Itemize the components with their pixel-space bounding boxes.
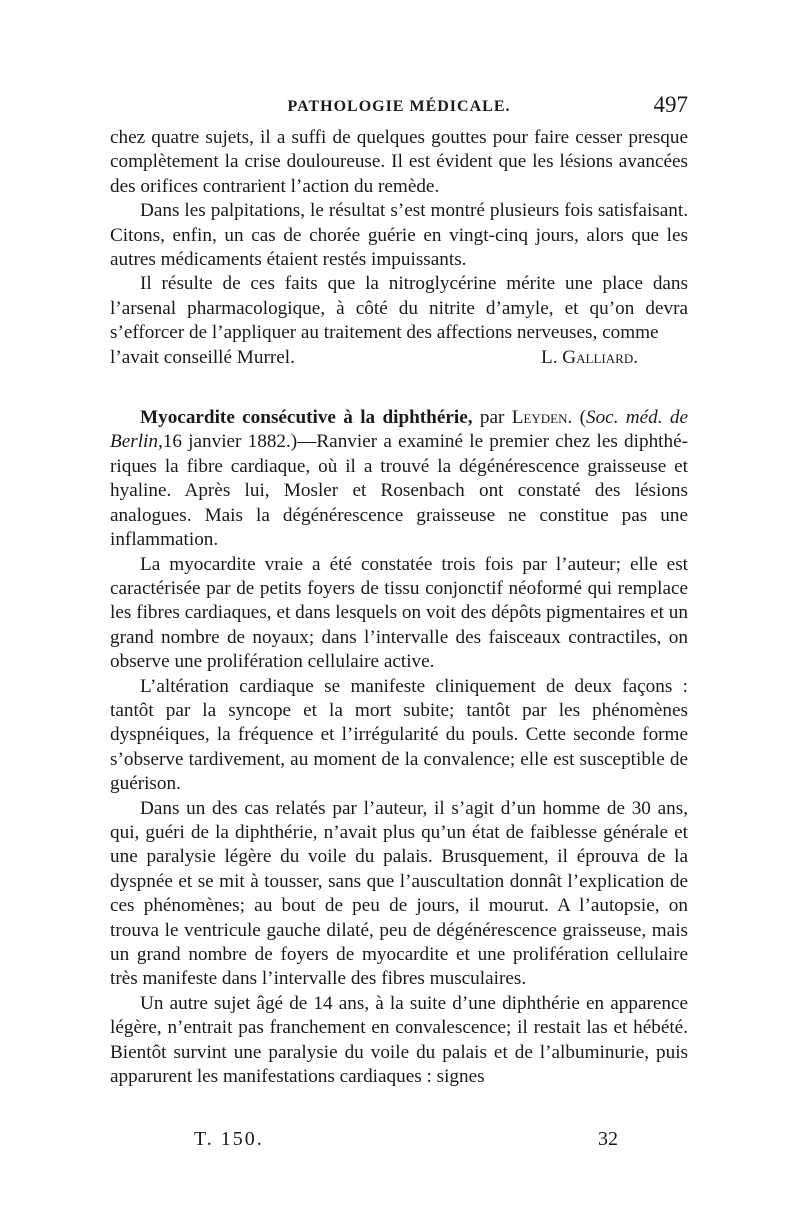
paragraph-case-two: Un autre sujet âgé de 14 ans, à la suite d’une diphthérie en apparence légère, n’entrait pas franchement en convalescence; il restait las et hébété. Bientôt survint une paralysie du voile du palais et de l’albuminurie, puis apparurent les manifestations cardiaques : signes	[110, 992, 688, 1088]
article-separator	[110, 370, 688, 406]
page-number: 497	[653, 92, 688, 117]
article-heading-paragraph	[110, 406, 688, 552]
paragraph-palpitations: Dans les palpitations, le résultat s’est montré plusieurs fois satisfaisant. Citons, enfin, un cas de chorée guérie en vingt-cinq jours, alors que les autres médicaments étaient restés impuissants.	[110, 200, 688, 271]
body-text	[110, 126, 688, 1089]
paragraph-myocardite: La myocardite vraie a été constatée trois fois par l’auteur; elle est caractérisée par de petits foyers de tissu conjonctif néoformé qui remplace les fibres cardiaques, et dans lesquels on voit des dépôts pigmentaires et un grand nombre de noyaux; dans l’intervalle des faisceaux contractiles, on observe une prolifération cellulaire active.	[110, 553, 688, 673]
paragraph-conclusion: Il résulte de ces faits que la nitroglycérine mérite une place dans l’arsenal pharmacologique, à côté du nitrite d’amyle, et qu’on devra s’efforcer de l’appliquer au traitement des affections nerveuses, comme	[110, 273, 688, 344]
paragraph-alteration: L’altération cardiaque se manifeste cliniquement de deux façons : tantôt par la syncope et la mort subite; tantôt par les phénomènes dyspnéiques, la fréquence et l’irrégularité du pouls. Cette seconde forme s’observe tardivement, au moment de la convalence; elle est susceptible de guérison.	[110, 675, 688, 795]
page-footer	[110, 1128, 688, 1158]
reference-open: . (	[567, 407, 586, 429]
reference-text: 16 janvier 1882.)—Ranvier a examiné le premier chez les diphthériques la fibre cardiaque, où il a trouvé la dégénérescence graisseuse et hyaline. Après lui, Mosler et Rosenbach ont constaté des lésions analogues. Mais la dégénérescence graisseuse ne constitue pas une inflammation.	[110, 431, 688, 551]
article-author: Leyden	[511, 407, 568, 429]
paragraph-continued: chez quatre sujets, il a suffi de quelques gouttes pour faire cesser presque complètement la crise douloureuse. Il est évident que les lésions avancées des orifices contrarient l’action du remède.	[110, 127, 688, 197]
page-header	[110, 92, 688, 122]
tome-number: T. 150.	[194, 1128, 264, 1150]
author-signature: L. Galliard.	[540, 346, 638, 368]
paragraph-conclusion-end: l’avait conseillé Murrel.	[110, 346, 295, 368]
article-by: par	[472, 407, 512, 429]
reference-source: Soc. méd. de Berlin,	[110, 407, 689, 453]
signature-mark: 32	[598, 1128, 618, 1150]
signature-line	[110, 346, 688, 370]
article-title: Myocardite consécutive à la diphthérie,	[140, 407, 473, 429]
running-title: PATHOLOGIE MÉDICALE.	[287, 98, 511, 115]
paragraph-case-one: Dans un des cas relatés par l’auteur, il s’agit d’un homme de 30 ans, qui, guéri de la diphthérie, n’avait plus qu’un état de faiblesse générale et une paralysie légère du voile du palais. Brusquement, il éprouva de la dyspnée et se mit à tousser, sans que l’auscultation donnât l’explication de ces phénomènes; au bout de peu de jours, il mourut. A l’autopsie, on trouva le ventricule gauche dilaté, peu de dégénérescence graisseuse, mais un grand nombre de foyers de myocardite et une prolifération cellulaire très manifeste dans l’intervalle des fibres musculaires.	[110, 797, 688, 990]
